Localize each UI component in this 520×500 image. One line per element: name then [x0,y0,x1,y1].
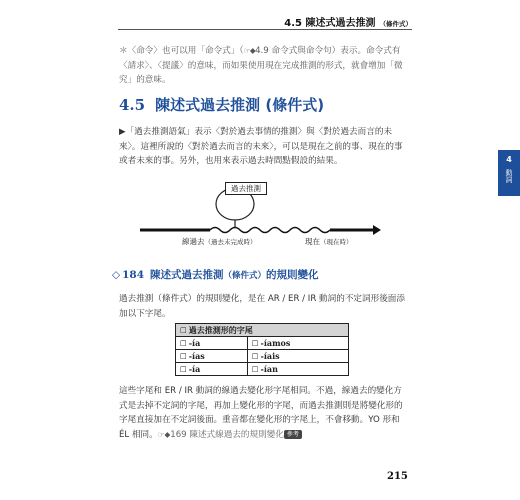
table-header-row [176,324,349,337]
page-number: 215 [387,471,408,482]
running-header-title: 4.5 陳述式過去推測 [284,18,376,29]
checkbox-icon: ☐ [180,325,187,335]
cross-reference-icon: ☞◆ [157,429,171,439]
header-rule [118,29,412,30]
suffix-text: -ían [260,364,278,374]
suffix-text: -ía [188,364,201,374]
rule-paragraph: 過去推測（條件式）的規則變化，是在 AR / ER / IR 動詞的不定詞形後面添加以下字尾。 [119,294,405,319]
note-paragraph [119,44,404,88]
chapter-label: 動詞 [505,169,513,183]
checkbox-icon: ☐ [180,339,187,348]
note-prefix: ＊〈命令〉也可以用「命令式」（ [119,46,244,56]
subsection-title: 陳述式過去推測 [150,269,224,281]
table-cell [176,337,248,350]
running-header-subtitle: （條件式） [379,20,412,28]
chapter-number: 4 [506,155,512,164]
section-heading [119,94,324,115]
timeline-arrowhead [373,225,381,235]
suffix-table [175,323,349,376]
cross-reference-link[interactable]: 169 陳述式線過去的規則變化 [170,429,284,440]
past-point-name: 線過去 [182,237,205,246]
section-number: 4.5 [119,96,146,114]
cross-reference-icon: ☞◆ [243,46,256,55]
suffix-text: -ía [188,338,201,348]
present-point-note: （現在時） [320,238,353,246]
checkbox-icon: ☐ [180,365,187,374]
section-title: 陳述式過去推測 (條件式) [155,96,325,114]
table-cell [176,350,248,363]
suffix-text: -ías [188,351,205,361]
checkbox-icon: ☐ [251,339,259,348]
table-row [176,363,349,376]
timeline-diagram [135,176,385,256]
past-point-note: （過去未完成時） [204,238,257,246]
suffix-text: -íais [260,351,280,361]
checkbox-icon: ☐ [251,352,259,361]
checkbox-icon: ☐ [251,365,259,374]
chapter-side-tab [498,150,520,196]
subsection-heading [112,267,319,282]
timeline-wavy-segment [210,228,330,233]
diamond-icon: ◇ [112,269,121,281]
table-row [176,337,349,350]
present-point-label [305,236,353,247]
table-header-text: 過去推測形的字尾 [188,325,253,335]
table-cell [247,350,348,363]
reference-tag: 參考 [284,430,302,439]
table-header [176,324,349,337]
past-point-label [182,236,257,247]
running-header [284,14,412,29]
suffix-text: -íamos [260,338,291,348]
explanation-paragraph [119,384,409,442]
subsection-title-paren: （條件式） [223,271,267,281]
intro-paragraph: ▶「過去推測語氣」表示〈對於過去事情的推測〉與〈對於過去而言的未來〉。這裡所說的〈對於過去而言的未來〉，可以是現在之前的事、現在的事或者未來的事。另外，也用來表示過去時間點假設的結果。 [119,127,403,166]
explanation-text: 這些字尾和 ER / IR 動詞的線過去變化形字尾相同。不過，線過去的變化方式是去掉不定詞的字尾，再加上變化形的字尾，而過去推測則是將變化形的字尾直接加在不定詞後面。重音都在變化形的字尾上，不會移動。YO 形和 ÉL 相同。 [119,386,403,440]
table-cell [247,363,348,376]
table-cell [247,337,348,350]
checkbox-icon: ☐ [180,352,187,361]
past-conditional-label: 過去推測 [225,182,267,195]
table-row [176,350,349,363]
note-reference-text: 4.9 命令式與命令句）表示。命令式有〈請求〉、〈提議〉的意味，而如果使用現在完成推測的形式，就會增加「微究」的意味。 [119,46,403,85]
table-cell [176,363,248,376]
present-point-name: 現在 [305,237,320,246]
subsection-number: 184 [122,269,144,281]
subsection-title-end: 的規則變化 [266,269,319,281]
